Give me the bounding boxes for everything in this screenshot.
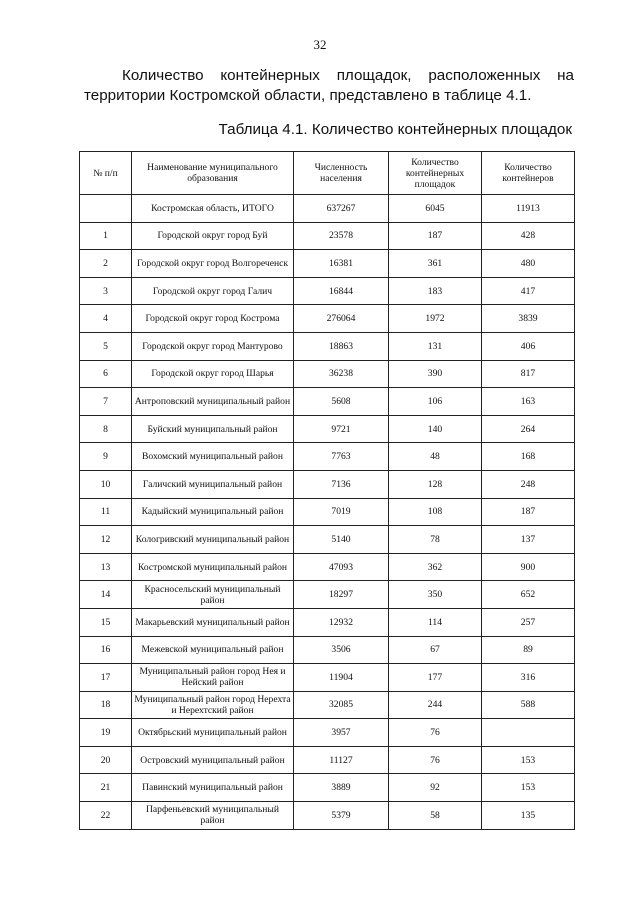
row-containers: 588: [482, 691, 575, 719]
row-containers: 248: [482, 470, 575, 498]
row-municipality: Павинский муниципальный район: [132, 774, 294, 802]
row-sites: 1972: [389, 305, 482, 333]
intro-paragraph: Количество контейнерных площадок, расположенных на территории Костромской области, представлено в таблице 4.1.: [84, 67, 574, 104]
row-containers: 817: [482, 360, 575, 388]
page-number: 32: [313, 37, 327, 52]
row-containers: 316: [482, 664, 575, 692]
row-sites: 131: [389, 332, 482, 360]
row-containers: 168: [482, 443, 575, 471]
row-population: 3889: [294, 774, 389, 802]
row-sites: 76: [389, 719, 482, 747]
row-containers: 417: [482, 277, 575, 305]
row-number: 14: [80, 581, 132, 609]
row-containers: 900: [482, 553, 575, 581]
header-population: Численность населения: [294, 152, 389, 195]
header-containers: Количество контейнеров: [482, 152, 575, 195]
row-sites: 244: [389, 691, 482, 719]
table-row: [80, 774, 575, 802]
row-containers: 137: [482, 526, 575, 554]
row-population: 36238: [294, 360, 389, 388]
row-population: 18863: [294, 332, 389, 360]
row-number: 15: [80, 608, 132, 636]
row-population: 18297: [294, 581, 389, 609]
row-containers: 187: [482, 498, 575, 526]
row-number: 22: [80, 802, 132, 830]
table-row: [80, 746, 575, 774]
row-municipality: Костромская область, ИТОГО: [132, 195, 294, 223]
row-municipality: Парфеньевский муниципальный район: [132, 802, 294, 830]
header-sites: Количество контейнерных площадок: [389, 152, 482, 195]
row-containers: [482, 719, 575, 747]
table-row: [80, 277, 575, 305]
row-population: 637267: [294, 195, 389, 223]
row-number: 10: [80, 470, 132, 498]
row-sites: 48: [389, 443, 482, 471]
row-sites: 361: [389, 250, 482, 278]
table-row: [80, 443, 575, 471]
table-row: [80, 691, 575, 719]
row-population: 23578: [294, 222, 389, 250]
row-population: 5379: [294, 802, 389, 830]
row-sites: 92: [389, 774, 482, 802]
table-row: [80, 608, 575, 636]
row-population: 7763: [294, 443, 389, 471]
row-sites: 58: [389, 802, 482, 830]
row-municipality: Городской округ город Мантурово: [132, 332, 294, 360]
row-number: 13: [80, 553, 132, 581]
row-population: 5608: [294, 388, 389, 416]
row-sites: 106: [389, 388, 482, 416]
row-municipality: Городской округ город Волгореченск: [132, 250, 294, 278]
table-row: [80, 664, 575, 692]
row-population: 16381: [294, 250, 389, 278]
row-containers: 153: [482, 746, 575, 774]
row-number: 1: [80, 222, 132, 250]
row-containers: 135: [482, 802, 575, 830]
row-population: 16844: [294, 277, 389, 305]
table-row: [80, 581, 575, 609]
row-municipality: Галичский муниципальный район: [132, 470, 294, 498]
table-row: [80, 250, 575, 278]
row-number: [80, 195, 132, 223]
table-row: [80, 332, 575, 360]
table-caption: Таблица 4.1. Количество контейнерных площадок: [218, 121, 572, 138]
row-population: 32085: [294, 691, 389, 719]
row-number: 20: [80, 746, 132, 774]
header-number: № п/п: [80, 152, 132, 195]
row-municipality: Вохомский муниципальный район: [132, 443, 294, 471]
row-number: 5: [80, 332, 132, 360]
row-containers: 406: [482, 332, 575, 360]
row-number: 11: [80, 498, 132, 526]
row-number: 19: [80, 719, 132, 747]
row-sites: 6045: [389, 195, 482, 223]
row-sites: 108: [389, 498, 482, 526]
header-municipality: Наименование муниципального образования: [132, 152, 294, 195]
row-containers: 153: [482, 774, 575, 802]
row-containers: 11913: [482, 195, 575, 223]
row-municipality: Городской округ город Кострома: [132, 305, 294, 333]
table-row: [80, 470, 575, 498]
row-number: 18: [80, 691, 132, 719]
row-containers: 3839: [482, 305, 575, 333]
containers-table: [79, 151, 575, 830]
table-header-row: [80, 152, 575, 195]
row-municipality: Костромской муниципальный район: [132, 553, 294, 581]
row-number: 8: [80, 415, 132, 443]
row-municipality: Островский муниципальный район: [132, 746, 294, 774]
row-population: 11904: [294, 664, 389, 692]
table-row: [80, 526, 575, 554]
row-containers: 652: [482, 581, 575, 609]
row-municipality: Октябрьский муниципальный район: [132, 719, 294, 747]
row-sites: 128: [389, 470, 482, 498]
row-municipality: Антроповский муниципальный район: [132, 388, 294, 416]
row-sites: 390: [389, 360, 482, 388]
row-sites: 114: [389, 608, 482, 636]
row-population: 276064: [294, 305, 389, 333]
row-number: 12: [80, 526, 132, 554]
table-row: [80, 553, 575, 581]
row-sites: 183: [389, 277, 482, 305]
row-containers: 257: [482, 608, 575, 636]
table-row: [80, 636, 575, 664]
table-row: [80, 195, 575, 223]
row-population: 7136: [294, 470, 389, 498]
table-body: [80, 195, 575, 830]
row-municipality: Межевской муниципальный район: [132, 636, 294, 664]
row-municipality: Кадыйский муниципальный район: [132, 498, 294, 526]
row-municipality: Городской округ город Буй: [132, 222, 294, 250]
row-population: 5140: [294, 526, 389, 554]
row-containers: 264: [482, 415, 575, 443]
row-population: 47093: [294, 553, 389, 581]
row-number: 9: [80, 443, 132, 471]
table-row: [80, 498, 575, 526]
row-number: 17: [80, 664, 132, 692]
row-number: 2: [80, 250, 132, 278]
row-sites: 67: [389, 636, 482, 664]
row-sites: 78: [389, 526, 482, 554]
row-sites: 76: [389, 746, 482, 774]
table-row: [80, 802, 575, 830]
row-containers: 89: [482, 636, 575, 664]
row-number: 4: [80, 305, 132, 333]
row-sites: 140: [389, 415, 482, 443]
row-municipality: Муниципальный район город Нея и Нейский район: [132, 664, 294, 692]
row-sites: 177: [389, 664, 482, 692]
row-municipality: Городской округ город Галич: [132, 277, 294, 305]
row-population: 7019: [294, 498, 389, 526]
table-row: [80, 388, 575, 416]
row-municipality: Муниципальный район город Нерехта и Нерехтский район: [132, 691, 294, 719]
row-municipality: Кологривский муниципальный район: [132, 526, 294, 554]
row-population: 3506: [294, 636, 389, 664]
row-sites: 187: [389, 222, 482, 250]
row-number: 6: [80, 360, 132, 388]
row-population: 11127: [294, 746, 389, 774]
row-number: 21: [80, 774, 132, 802]
table-row: [80, 222, 575, 250]
table-row: [80, 719, 575, 747]
row-municipality: Буйский муниципальный район: [132, 415, 294, 443]
row-containers: 428: [482, 222, 575, 250]
row-municipality: Макарьевский муниципальный район: [132, 608, 294, 636]
row-containers: 480: [482, 250, 575, 278]
row-number: 3: [80, 277, 132, 305]
row-sites: 362: [389, 553, 482, 581]
row-municipality: Красносельский муниципальный район: [132, 581, 294, 609]
row-population: 3957: [294, 719, 389, 747]
row-population: 9721: [294, 415, 389, 443]
table-row: [80, 305, 575, 333]
row-sites: 350: [389, 581, 482, 609]
row-municipality: Городской округ город Шарья: [132, 360, 294, 388]
row-population: 12932: [294, 608, 389, 636]
row-number: 16: [80, 636, 132, 664]
row-number: 7: [80, 388, 132, 416]
row-containers: 163: [482, 388, 575, 416]
table-row: [80, 415, 575, 443]
table-row: [80, 360, 575, 388]
